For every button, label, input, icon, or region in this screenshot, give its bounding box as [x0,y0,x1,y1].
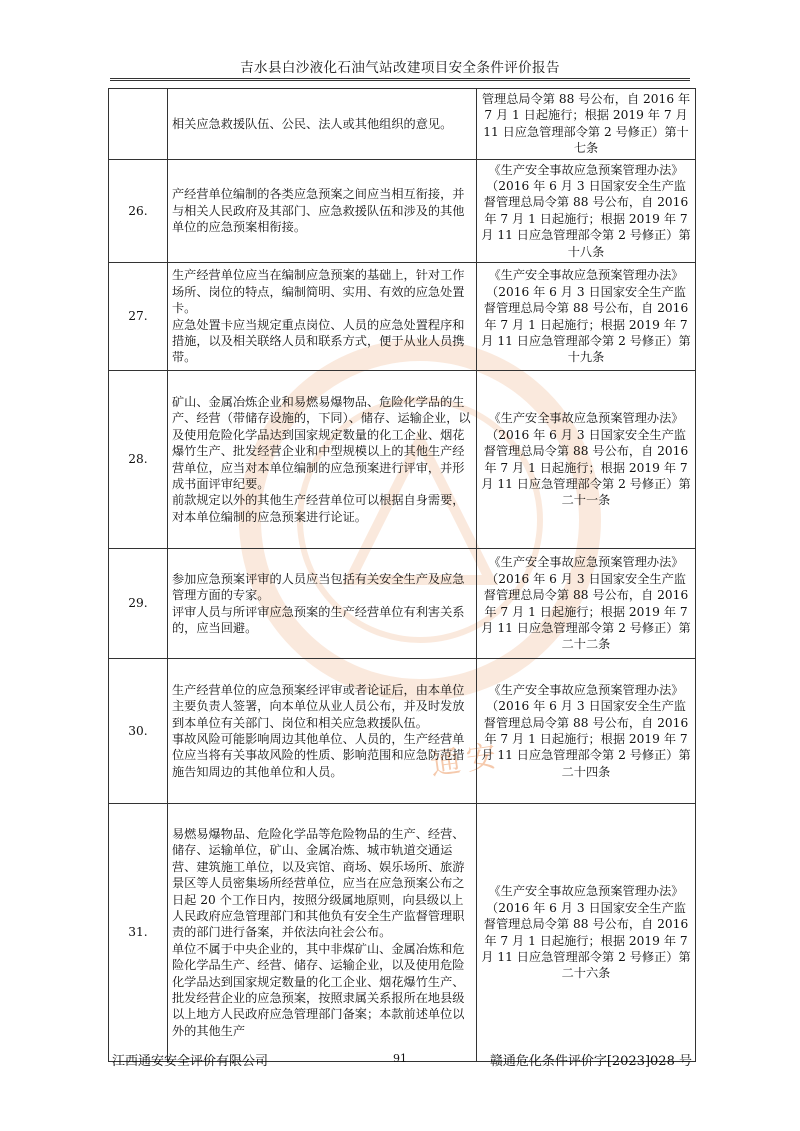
row-number: 31. [109,804,168,1062]
requirement-content [168,549,477,659]
requirement-content [168,804,477,1062]
requirement-paragraph: 易燃易爆物品、危险化学品等危险物品的生产、经营、储存、运输单位，矿山、金属冶炼、城市轨道交通运营、建筑施工单位，以及宾馆、商场、娱乐场所、旅游景区等人员密集场所经营单位，应当在应急预案公布之日起 20 个工作日内，按照分级属地原则，向县级以上人民政府应急管理部门和其他负有安全生产监督管理职责的部门进行备案，并依法向社会公布。 [172,826,465,940]
row-number: 27. [109,263,168,371]
requirement-paragraph: 应急处置卡应当规定重点岗位、人员的应急处置程序和措施，以及相关联络人员和联系方式，便于从业人员携带。 [172,317,465,365]
legal-basis: 《生产安全事故应急预案管理办法》（2016 年 6 月 3 日国家安全生产监督管理总局令第 88 号公布，自 2016 年 7 月 1 日起施行；根据 2019 年 7 月 11 日应急管理部令第 2 号修正）第二十四条 [477,659,696,804]
row-number: 30. [109,659,168,804]
requirement-content [168,263,477,371]
requirement-paragraph: 单位不属于中央企业的，其中非煤矿山、金属冶炼和危险化学品生产、经营、储存、运输企业，以及使用危险化学品达到国家规定数量的化工企业、烟花爆竹生产、批发经营企业的应急预案，按照隶属关系报所在地县级以上地方人民政府应急管理部门备案；本款前述单位以外的其他生产 [172,941,465,1038]
header-rule [110,78,690,79]
requirement-paragraph: 生产经营单位的应急预案经评审或者论证后，由本单位主要负责人签署，向本单位从业人员公布，并及时发放到本单位有关部门、岗位和相关应急救援队伍。 [172,682,465,730]
legal-basis: 《生产安全事故应急预案管理办法》（2016 年 6 月 3 日国家安全生产监督管理总局令第 88 号公布，自 2016 年 7 月 1 日起施行；根据 2019 年 7 月 11 日应急管理部令第 2 号修正）第二十六条 [477,804,696,1062]
requirement-content [168,371,477,549]
requirement-paragraph: 评审人员与所评审应急预案的生产经营单位有利害关系的，应当回避。 [172,604,465,635]
requirement-paragraph: 参加应急预案评审的人员应当包括有关安全生产及应急管理方面的专家。 [172,571,465,603]
requirement-paragraph: 前款规定以外的其他生产经营单位可以根据自身需要，对本单位编制的应急预案进行论证。 [172,493,465,524]
legal-basis: 《生产安全事故应急预案管理办法》（2016 年 6 月 3 日国家安全生产监督管理总局令第 88 号公布，自 2016 年 7 月 1 日起施行；根据 2019 年 7 月 11 日应急管理部令第 2 号修正）第十八条 [477,159,696,262]
legal-basis: 《生产安全事故应急预案管理办法》（2016 年 6 月 3 日国家安全生产监督管理总局令第 88 号公布，自 2016 年 7 月 1 日起施行；根据 2019 年 7 月 11 日应急管理部令第 2 号修正）第二十二条 [477,549,696,659]
page-header-title: 吉水县白沙液化石油气站改建项目安全条件评价报告 [240,60,560,76]
table-row [109,804,696,1062]
row-number: 28. [109,371,168,549]
row-number: 26. [109,159,168,262]
requirement-paragraph: 产经营单位编制的各类应急预案之间应当相互衔接，并与相关人民政府及其部门、应急救援队伍和涉及的其他单位的应急预案相衔接。 [172,187,465,235]
requirement-paragraph: 生产经营单位应当在编制应急预案的基础上，针对工作场所、岗位的特点，编制简明、实用、有效的应急处置卡。 [172,268,465,316]
table-row [109,89,696,160]
legal-basis: 《生产安全事故应急预案管理办法》（2016 年 6 月 3 日国家安全生产监督管理总局令第 88 号公布，自 2016 年 7 月 1 日起施行；根据 2019 年 7 月 11 日应急管理部令第 2 号修正）第二十一条 [477,371,696,549]
table-row [109,263,696,371]
row-number: 29. [109,549,168,659]
requirement-content [168,89,477,160]
legal-basis: 管理总局令第 88 号公布，自 2016 年 7 月 1 日起施行；根据 2019 年 7 月 11 日应急管理部令第 2 号修正）第十七条 [477,89,696,160]
footer-company: 江西通安安全评价有限公司 [112,1054,269,1069]
requirements-table [108,88,696,1062]
requirement-content [168,159,477,262]
row-number [109,89,168,160]
requirement-paragraph: 事故风险可能影响周边其他单位、人员的，生产经营单位应当将有关事故风险的性质、影响范围和应急防范措施告知周边的其他单位和人员。 [172,732,465,779]
table-row [109,659,696,804]
watermark-text: 通安 [428,738,505,783]
requirement-paragraph: 相关应急救援队伍、公民、法人或其他组织的意见。 [172,116,453,131]
requirement-paragraph: 矿山、金属冶炼企业和易燃易爆物品、危险化学品的生产、经营（带储存设施的，下同）、储存、运输企业，以及使用危险化学品达到国家规定数量的化工企业、烟花爆竹生产、批发经营企业和中型规模以上的其他生产经营单位，应当对本单位编制的应急预案进行评审，并形成书面评审纪要。 [172,394,471,491]
table-row [109,371,696,549]
legal-basis: 《生产安全事故应急预案管理办法》（2016 年 6 月 3 日国家安全生产监督管理总局令第 88 号公布，自 2016 年 7 月 1 日起施行；根据 2019 年 7 月 11 日应急管理部令第 2 号修正）第十九条 [477,263,696,371]
table-row [109,549,696,659]
table-row [109,159,696,262]
footer-document-number: 赣通危化条件评价字[2023]028 号 [489,1054,692,1069]
requirement-content [168,659,477,804]
footer-page-number: 91 [393,1052,407,1065]
header-rule-double [110,80,690,81]
